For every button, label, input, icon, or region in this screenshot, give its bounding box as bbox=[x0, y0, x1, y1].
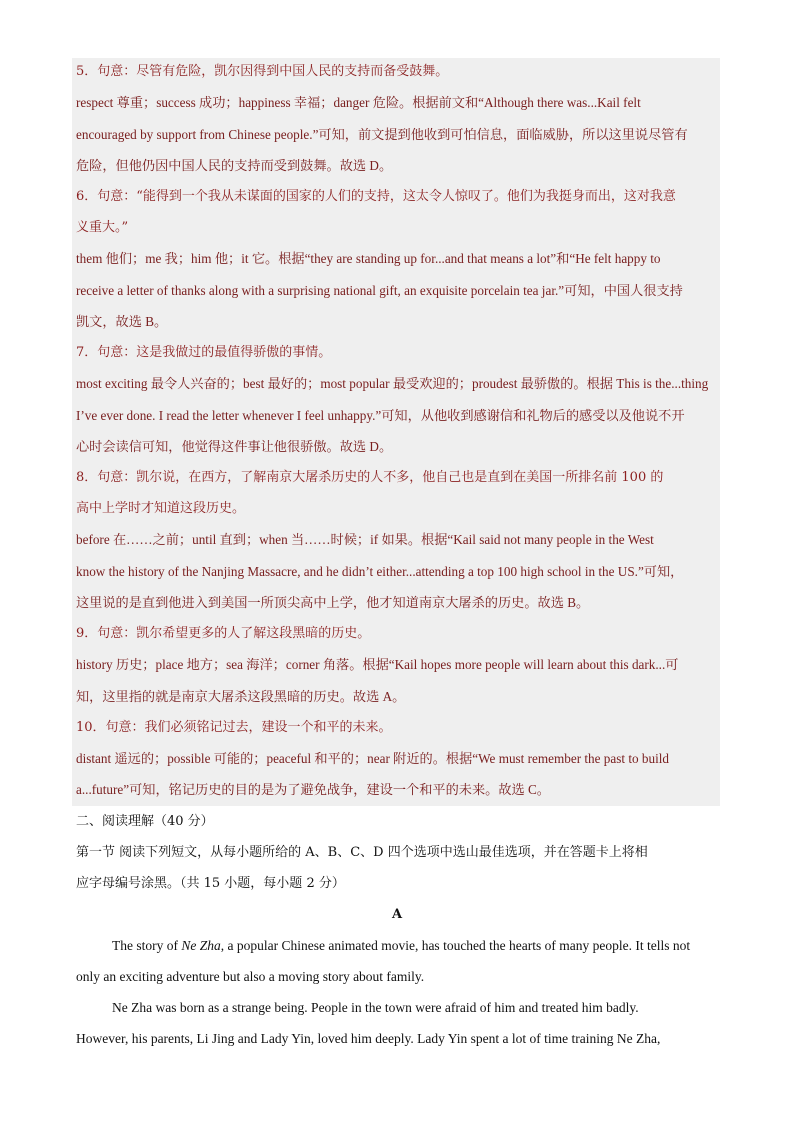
explanation-9-translation: 9．句意：凯尔希望更多的人了解这段黑暗的历史。 bbox=[76, 626, 371, 641]
explanation-6-translation-2: 义重大。” bbox=[76, 220, 129, 235]
passage-label: A bbox=[391, 907, 403, 922]
explanation-5-line-3: 危险，但他仍因中国人民的支持而受到鼓舞。故选 D。 bbox=[76, 158, 393, 173]
explanation-8-translation-1: 8．句意：凯尔说，在西方，了解南京大屠杀历史的人不多，他自己也是直到在美国一所排名前 100 的 bbox=[76, 470, 664, 485]
section-heading: 二、阅读理解（40 分） bbox=[76, 814, 214, 829]
explanation-9-line-1: history 历史；place 地方；sea 海洋；corner 角落。根据“Kail hopes more people will learn about this dark...可 bbox=[76, 657, 679, 672]
explanation-6-line-3: 凯文，故选 B。 bbox=[76, 314, 168, 329]
explanation-6-line-2: receive a letter of thanks along with a surprising national gift, an exquisite porcelain tea jar.”可知，中国人很支持 bbox=[76, 283, 683, 298]
explanation-8-line-2: know the history of the Nanjing Massacre, and he didn’t either...attending a top 100 high school in the US.”可知， bbox=[76, 564, 684, 579]
explanation-5-line-2: encouraged by support from Chinese people.”可知，前文提到他收到可怕信息，面临威胁，所以这里说尽管有 bbox=[76, 127, 688, 142]
explanation-10-line-2: a...future”可知，铭记历史的目的是为了避免战争，建设一个和平的未来。故选 C。 bbox=[76, 782, 550, 797]
passage-p1-post: , a popular Chinese animated movie, has touched the hearts of many people. It tells not bbox=[220, 938, 691, 953]
explanation-10-line-1: distant 遥远的；possible 可能的；peaceful 和平的；near 附近的。根据“We must remember the past to build bbox=[76, 751, 669, 766]
section-instructions-1: 第一节 阅读下列短文，从每小题所给的 A、B、C、D 四个选项中选山最佳选项，并在答题卡上将相 bbox=[76, 845, 648, 860]
explanation-6-line-1: them 他们；me 我；him 他；it 它。根据“they are standing up for...and that means a lot”和“He felt happy to bbox=[76, 251, 661, 266]
explanation-8-line-3: 这里说的是直到他进入到美国一所顶尖高中上学，他才知道南京大屠杀的历史。故选 B。 bbox=[76, 595, 590, 610]
explanation-7-translation: 7．句意：这是我做过的最值得骄傲的事情。 bbox=[76, 345, 332, 360]
passage-paragraph-1-line-2: only an exciting adventure but also a moving story about family. bbox=[76, 969, 425, 984]
passage-paragraph-1-line-1 bbox=[112, 936, 690, 956]
explanation-5-translation: 5．句意：尽管有危险，凯尔因得到中国人民的支持而备受鼓舞。 bbox=[76, 64, 449, 79]
explanation-7-line-1: most exciting 最令人兴奋的；best 最好的；most popular 最受欢迎的；proudest 最骄傲的。根据 This is the...thing bbox=[76, 376, 709, 391]
explanation-6-translation-1: 6．句意：“能得到一个我从未谋面的国家的人们的支持，这太令人惊叹了。他们为我挺身而出，这对我意 bbox=[76, 189, 676, 204]
explanation-5-line-1: respect 尊重；success 成功；happiness 幸福；danger 危险。根据前文和“Although there was...Kail felt bbox=[76, 95, 641, 110]
section-instructions-2: 应字母编号涂黑。（共 15 小题，每小题 2 分） bbox=[76, 876, 345, 891]
explanation-7-line-2: I’ve ever done. I read the letter whenever I feel unhappy.”可知，从他收到感谢信和礼物后的感受以及他说不开 bbox=[76, 408, 685, 423]
explanation-10-translation: 10．句意：我们必须铭记过去，建设一个和平的未来。 bbox=[76, 720, 392, 735]
passage-paragraph-2-line-2: However, his parents, Li Jing and Lady Yin, loved him deeply. Lady Yin spent a lot of time training Ne Zha, bbox=[76, 1031, 661, 1046]
movie-title: Ne Zha bbox=[181, 938, 221, 953]
explanation-8-translation-2: 高中上学时才知道这段历史。 bbox=[76, 501, 246, 516]
passage-p1-pre: The story of bbox=[112, 938, 182, 953]
passage-paragraph-2-line-1: Ne Zha was born as a strange being. People in the town were afraid of him and treated him badly. bbox=[112, 1000, 639, 1015]
explanation-9-line-2: 知，这里指的就是南京大屠杀这段黑暗的历史。故选 A。 bbox=[76, 689, 406, 704]
explanation-8-line-1: before 在……之前；until 直到；when 当……时候；if 如果。根据“Kail said not many people in the West bbox=[76, 532, 654, 547]
explanation-7-line-3: 心时会读信可知，他觉得这件事让他很骄傲。故选 D。 bbox=[76, 439, 393, 454]
